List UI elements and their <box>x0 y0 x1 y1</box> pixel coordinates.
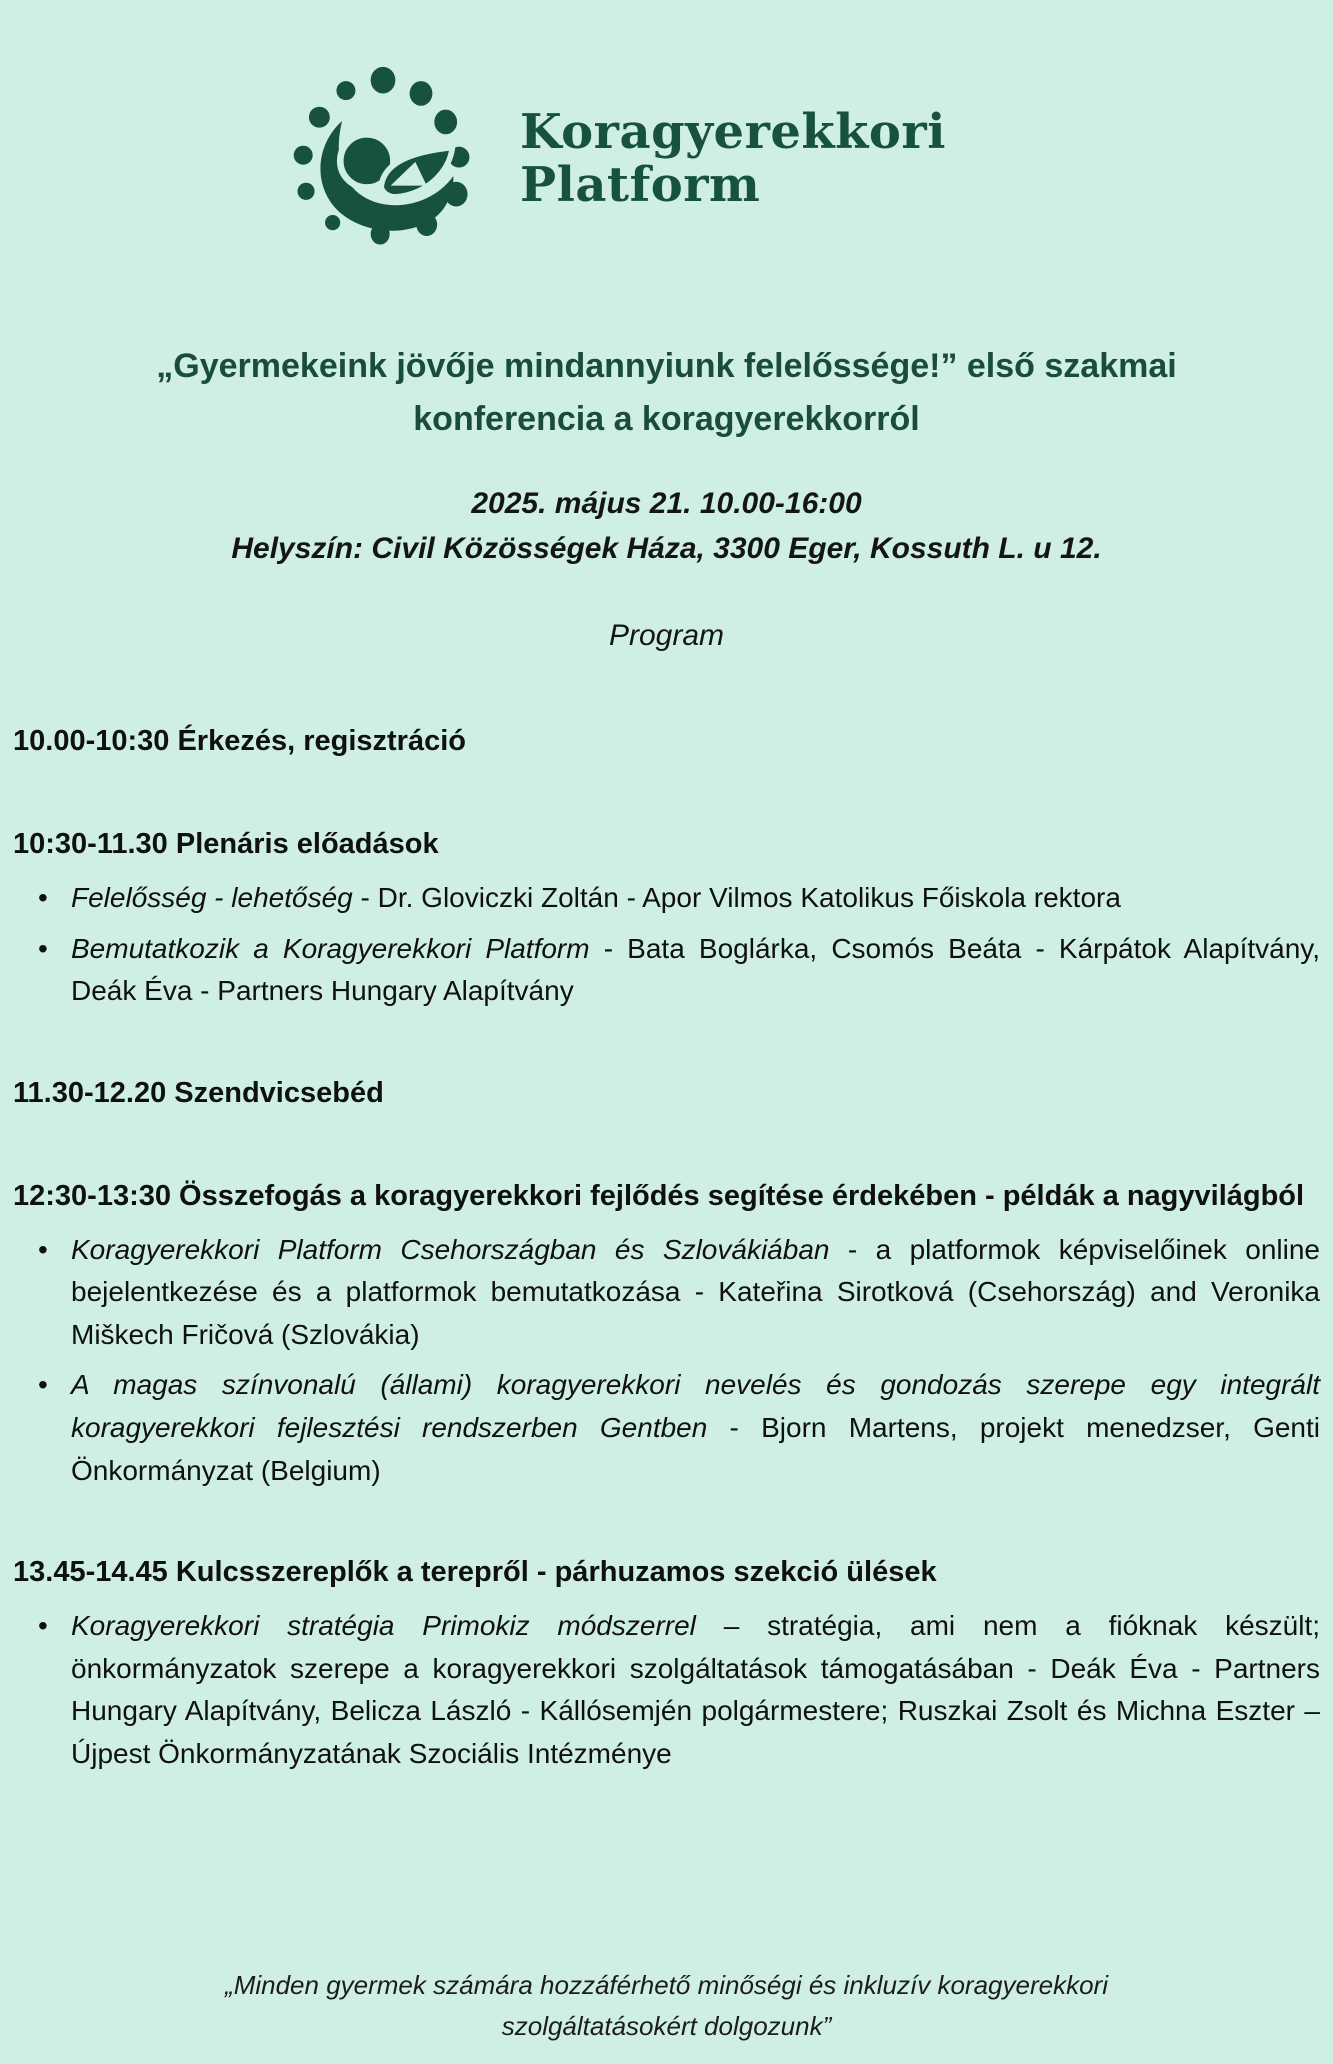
section-title: 12:30-13:30 Összefogás a koragyerekkori fejlődés segítése érdekében - példák a nagyvilágból <box>13 1179 1305 1212</box>
schedule-section-collaboration <box>13 1174 1320 1492</box>
section-title: 13.45-14.45 Kulcsszereplők a terepről - párhuzamos szekció ülések <box>13 1556 937 1589</box>
section-title: 10.00-10:30 Érkezés, regisztráció <box>13 725 466 758</box>
bullet-rest-text: - Dr. Gloviczki Zoltán - Apor Vilmos Katolikus Főiskola rektora <box>352 882 1121 914</box>
bullet-rest-text: - a platformok képviselőinek online bejelentkezése és a platformok bemutatkozása - Kateřina Sirotková (Csehország) and Veronika Miškech Fričová (Szlovákia) <box>71 1233 1320 1350</box>
bullet-item <box>71 1605 1320 1775</box>
schedule-section-arrival <box>13 719 1320 764</box>
bullet-rest-text: – stratégia, ami nem a fióknak készült; önkormányzatok szerepe a koragyerekkori szolgáltatások támogatásában - Deák Éva - Partners Hungary Alapítvány, Belicza László - Kállósemjén polgármestere; Ruszkai Zsolt és Michna Eszter – Újpest Önkormányzatának Szociális Intézménye <box>71 1609 1321 1769</box>
page-title <box>47 340 1287 445</box>
section-title: 11.30-12.20 Szendvicsebéd <box>13 1076 384 1109</box>
bullet-list <box>13 1229 1320 1492</box>
event-location: Helyszín: Civil Közösségek Háza, 3300 Eger, Kossuth L. u 12. <box>231 532 1102 566</box>
bullet-italic-text: Bemutatkozik a Koragyerekkori Platform <box>71 932 590 964</box>
bullet-item <box>71 1364 1320 1492</box>
event-datetime: 2025. május 21. 10.00-16:00 <box>471 487 862 521</box>
logo-wordmark-line2: Platform <box>520 157 761 213</box>
bullet-rest-text: - Bata Boglárka, Csomós Beáta - Kárpátok Alapítvány, Deák Éva - Partners Hungary Alapítvány <box>71 932 1321 1007</box>
dotted-circle-baby-cradle-logo-icon <box>288 64 478 254</box>
page-title-line1: „Gyermekeink jövője mindannyiunk felelőssége!” első szakmai <box>156 347 1177 385</box>
program-label: Program <box>608 619 725 653</box>
bullet-list <box>13 877 1320 1013</box>
logo <box>288 64 1333 254</box>
bullet-italic-text: Felelősség - lehetőség <box>71 882 353 914</box>
schedule <box>13 719 1320 1775</box>
bullet-italic-text: Koragyerekkori stratégia Primokiz módszerrel <box>71 1609 696 1641</box>
bullet-italic-text: A magas színvonalú (állami) koragyerekkori nevelés és gondozás szerepe egy integrált koragyerekkori fejlesztési rendszerben Gentben <box>71 1369 1320 1443</box>
schedule-section-plenary <box>13 822 1320 1013</box>
event-meta <box>0 481 1333 571</box>
section-title: 10:30-11.30 Plenáris előadások <box>13 828 439 861</box>
logo-wordmark <box>520 106 946 212</box>
bullet-italic-text: Koragyerekkori Platform Csehországban és Szlovákiában <box>71 1233 830 1265</box>
bullet-item <box>71 928 1320 1013</box>
schedule-section-lunch <box>13 1071 1320 1116</box>
footer-quote: „Minden gyermek számára hozzáférhető minőségi és inkluzív koragyerekkori szolgáltatásokért dolgozunk” <box>225 1969 1108 2042</box>
bullet-item <box>71 877 1320 920</box>
logo-wordmark-line1: Koragyerekkori <box>520 104 946 161</box>
bullet-rest-text: - Bjorn Martens, projekt menedzser, Genti Önkormányzat (Belgium) <box>71 1411 1321 1486</box>
schedule-section-keyplayers <box>13 1550 1320 1775</box>
bullet-item <box>71 1229 1320 1357</box>
page-title-line2: konferencia a koragyerekkorról <box>413 399 920 438</box>
bullet-list <box>13 1605 1320 1775</box>
